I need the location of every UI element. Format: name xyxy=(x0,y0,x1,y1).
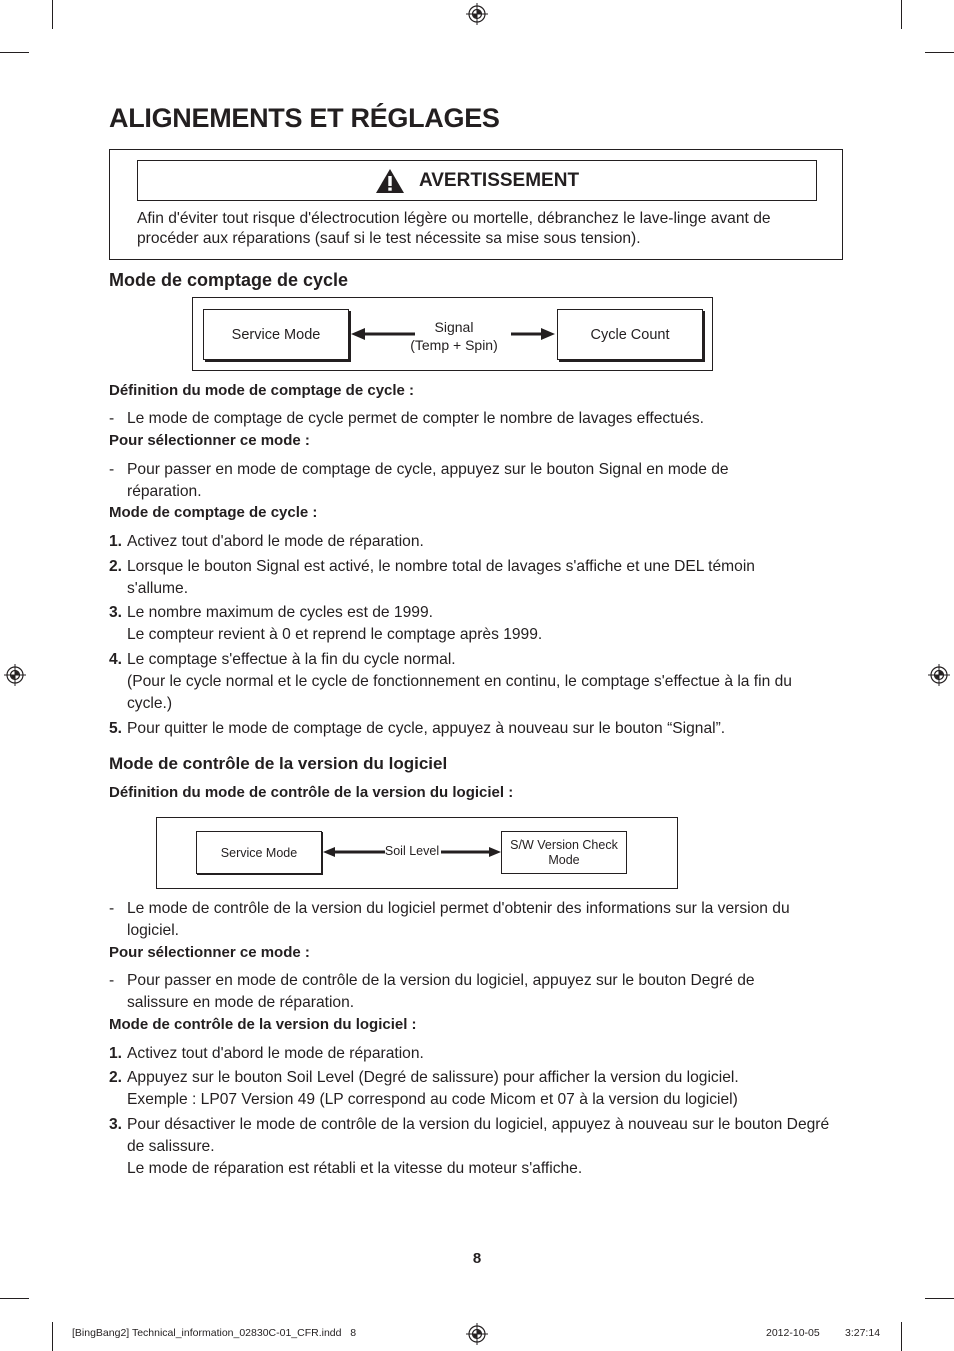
diagram-box-sw-version: S/W Version Check Mode xyxy=(501,831,627,874)
warning-text: Afin d'éviter tout risque d'électrocution légère ou mortelle, débranchez le lave-linge avant de procéder aux réparations (sauf si le test nécessite sa mise sous tension). xyxy=(137,210,771,247)
arrow-right-icon xyxy=(511,327,555,341)
arrow-right-icon xyxy=(441,846,501,858)
subheading: Définition du mode de contrôle de la version du logiciel : xyxy=(109,784,514,801)
subheading: Pour sélectionner ce mode : xyxy=(109,432,310,449)
section-heading: Mode de comptage de cycle xyxy=(109,270,349,290)
software-version-diagram xyxy=(156,817,678,889)
warning-triangle-icon xyxy=(375,168,405,194)
diagram-box-service-mode: Service Mode xyxy=(203,309,349,360)
crop-mark xyxy=(925,52,954,53)
subheading: Pour sélectionner ce mode : xyxy=(109,944,310,961)
crop-mark xyxy=(52,0,53,29)
registration-mark-icon xyxy=(4,664,26,686)
cycle-count-diagram xyxy=(192,297,713,371)
crop-mark xyxy=(0,1298,29,1299)
registration-mark-icon xyxy=(928,664,950,686)
warning-header xyxy=(137,160,817,201)
arrow-left-icon xyxy=(323,846,385,858)
crop-mark xyxy=(0,52,29,53)
footer-filename: [BingBang2] Technical_information_02830C-01_CFR.indd 8 xyxy=(72,1327,357,1339)
footer-time: 3:27:14 xyxy=(845,1327,881,1339)
registration-mark-icon xyxy=(466,3,488,25)
subheading: Mode de contrôle de la version du logiciel : xyxy=(109,1016,417,1033)
crop-mark xyxy=(901,1322,902,1351)
signal-label: Signal xyxy=(434,319,474,335)
diagram-signal-label xyxy=(399,318,509,354)
footer-date: 2012-10-05 xyxy=(766,1327,820,1339)
crop-mark xyxy=(925,1298,954,1299)
diagram-box-cycle-count: Cycle Count xyxy=(557,309,703,360)
signal-sublabel: (Temp + Spin) xyxy=(410,337,498,353)
registration-mark-icon xyxy=(466,1323,488,1345)
section-heading: Mode de contrôle de la version du logiciel xyxy=(109,754,448,773)
page-title: ALIGNEMENTS ET RÉGLAGES xyxy=(109,103,500,133)
page-number: 8 xyxy=(472,1250,482,1267)
diagram-soil-level-label: Soil Level xyxy=(384,844,440,858)
crop-mark xyxy=(52,1322,53,1351)
subheading: Mode de comptage de cycle : xyxy=(109,504,318,521)
crop-mark xyxy=(901,0,902,29)
warning-label: AVERTISSEMENT xyxy=(418,169,580,191)
diagram-box-service-mode: Service Mode xyxy=(196,831,322,874)
subheading: Définition du mode de comptage de cycle : xyxy=(109,382,415,399)
